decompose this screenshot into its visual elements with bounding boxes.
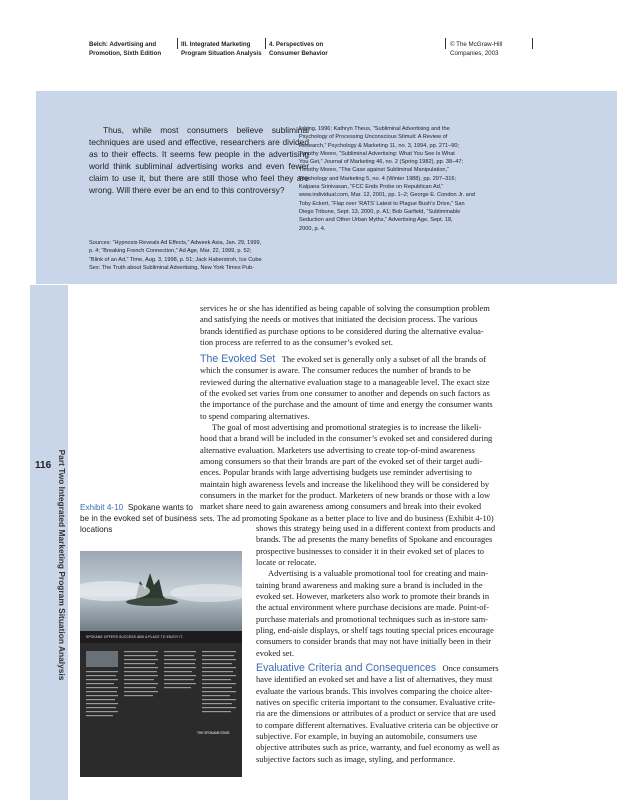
ad-inset-photo bbox=[86, 651, 118, 667]
sidebar-sources-continued: lishing, 1996; Kathryn Theus, “Subliminal Advertising and the Psychology of Processing Unconscious Stimuli: A Review of Research,” Psychology & Marketing 11, no. 3, 1994, pp. 271–90; Timothy Moore, “Subliminal Advertising: What You See Is What You Get,” Journal of Marketing 46, no. 2 (Spring 1982), pp. 38–47; Timothy Moore, “The Case against Subliminal Manipulation,” Psychology and Marketing 5, no. 4 (Winter 1988), pp. 297–316; Kalpana Srinivasan, “FCC Ends Probe on Republican Ad,” www.individual.com, Mar. 12, 2001, pp. 1–2; George E. Condon Jr. and Toby Eckert, “Flap over ‘RATS’ Latest to Plague Bush’s Drive,” San Diego Tribune, Sept. 13, 2000, p. A1; Bob Garfield, “Subliminable Seduction and Other Urban Myths,” Advertising Age, Sept. 18, 2000, p. 4. bbox=[299, 126, 475, 232]
ad-artwork bbox=[80, 551, 242, 777]
header-divider bbox=[445, 38, 446, 49]
ad-headline: SPOKANE OFFERS SUCCESS AND A PLACE TO ENJOY IT. bbox=[86, 635, 184, 639]
header-divider bbox=[265, 38, 266, 49]
sidebar-paragraph: Thus, while most consumers believe subliminal techniques are used and effective, researchers are divided as to their effects. It seems few people in the advertising world think subliminal advertising works and even fewer claim to use it, but there are still those who feel they are wrong. Will there ever be an end to this controversy? bbox=[89, 125, 309, 195]
part-label: Part Two Integrated Marketing Program Situation Analysis bbox=[57, 449, 67, 681]
ad-logo: THE SPOKANE EDGE bbox=[197, 731, 230, 735]
exhibit-label: Exhibit 4-10 bbox=[80, 503, 124, 512]
evoked-set-section: The Evoked Set The evoked set is generally only a subset of all the brands of which the consumer is aware. The consumer reduces the number of brands to be reviewed during the alternative evaluation stage to a manageable level. The exact size of the evoked set varies from one consumer to another and depends on such factors as the importance of the purchase and the amount of time and energy the consumer wants to spend comparing alternatives. The goal of most advertising and promotional strategies is to increase the likeli- hood that a brand will be included in the consumer’s evoked set and considered during alternative evaluation. Marketers use advertising to create top-of-mind awareness among consumers so that their brands are part of the evoked set of their target audi- ences. Popular brands with large advertising budgets use reminder advertising to maintain high awareness levels and increase the likelihood they will be considered by consumers in the market for the product. Marketers of new brands or those with a low market share need to gain awareness among consumers and break into their evoked sets. The ad promoting Spokane as a better place to live and do business (Exhibit 4-10) bbox=[200, 353, 494, 523]
header-part: III. Integrated Marketing Program Situation Analysis bbox=[181, 41, 262, 57]
evaluative-criteria-section: Evaluative Criteria and Consequences Once consumers have identified an evoked set and have a list of alternatives, they must evaluate the various brands. This involves comparing the choice alter- natives on specific criteria important to the consumer. Evaluative crite- ria are the dimensions or attributes of a product or service that are used to compare different alternatives. Evaluative criteria can be objective or subjective. For example, in buying an automobile, consumers use objective attributes such as price, warranty, and fuel economy as well as subjective factors such as image, styling, and performance. bbox=[256, 662, 500, 764]
running-header bbox=[89, 38, 533, 66]
section-heading: The Evoked Set bbox=[200, 353, 276, 365]
ad-island bbox=[126, 598, 178, 606]
header-divider bbox=[532, 38, 533, 49]
header-book-title: Belch: Advertising and Promotion, Sixth Edition bbox=[89, 41, 162, 57]
section-heading: Evaluative Criteria and Consequences bbox=[256, 662, 437, 674]
header-chapter: 4. Perspectives on Consumer Behavior bbox=[269, 41, 328, 57]
header-divider bbox=[177, 38, 178, 49]
page-number: 116 bbox=[35, 460, 52, 471]
header-copyright: © The McGraw-Hill Companies, 2003 bbox=[450, 41, 503, 57]
sidebar-box bbox=[36, 91, 617, 284]
exhibit-caption: Exhibit 4-10 Spokane wants to be in the evoked set of business locations bbox=[80, 503, 197, 535]
body-narrow: shows this strategy being used in a different context from products and brands. The ad presents the many benefits of Spokane and encourages prospective businesses to consider it in their evoked set of places to locate or relocate. Advertising is a valuable promotional tool for creating and main- taining brand awareness and making sure a brand is included in the evoked set. However, marketers also work to promote their brands in the actual environment where purchase decisions are made. Point-of- purchase materials and promotional techniques such as in-store sam- pling, end-aisle displays, or shelf tags touting special prices encourage consumers to consider brands that may not have initially been in their evoked set. bbox=[256, 523, 496, 658]
sidebar-sources: Sources: “Hypnosis Reveals Ad Effects,” Adweek Asia, Jan. 29, 1999, p. 4; “Breaking French Connection,” Ad Age, Mar. 22, 1999, p. 52; “Blink of an Ad,” Time, Aug. 3, 1998, p. 51; Jack Haberstroh, Ice Cube Sex: The Truth about Subliminal Advertising, New York Times Pub- bbox=[89, 240, 262, 271]
body-intro: services he or she has identified as being capable of solving the consumption problem and satisfying the needs or motives that initiated the decision process. The various brands identified as purchase options to be considered during the alternative evalua- tion process are referred to as the consumer’s evoked set. bbox=[200, 303, 490, 348]
spokane-ad-image bbox=[80, 551, 242, 777]
